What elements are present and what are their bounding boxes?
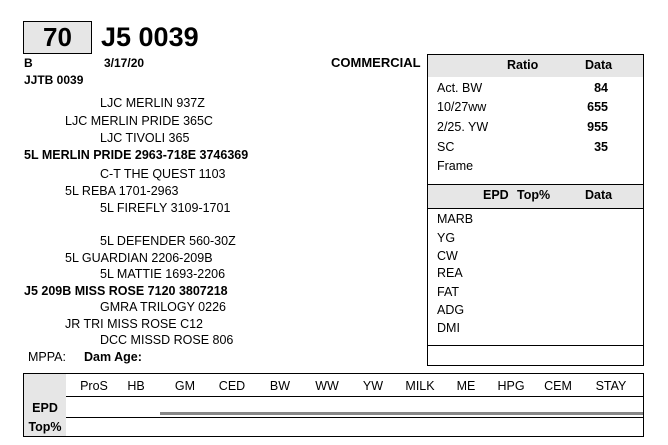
sire-sire: LJC MERLIN PRIDE 365C bbox=[65, 114, 213, 128]
grid-line bbox=[66, 396, 643, 397]
grid-line bbox=[66, 417, 643, 418]
performance-header bbox=[428, 55, 643, 77]
epd-row-label: EPD bbox=[32, 401, 58, 415]
carcass-label: YG bbox=[437, 231, 456, 245]
perf-value: 655 bbox=[587, 100, 608, 114]
perf-label: SC bbox=[437, 140, 455, 154]
ratio-header: Ratio bbox=[507, 58, 539, 72]
performance-panel bbox=[427, 54, 644, 366]
dam-dam-dam: DCC MISSD ROSE 806 bbox=[100, 333, 234, 347]
col-header: CEM bbox=[544, 379, 572, 393]
col-header: STAY bbox=[595, 379, 627, 393]
carcass-data-header: Data bbox=[585, 188, 613, 202]
sire-dam-sire: C-T THE QUEST 1103 bbox=[100, 167, 226, 181]
epd-table-header bbox=[66, 374, 643, 396]
dam-dam: JR TRI MISS ROSE C12 bbox=[65, 317, 203, 331]
col-header: HB bbox=[127, 379, 145, 393]
dam: J5 209B MISS ROSE 7120 3807218 bbox=[24, 284, 228, 298]
carcass-label: ADG bbox=[437, 303, 465, 317]
tag-number: J5 0039 bbox=[101, 22, 199, 52]
perf-value: 84 bbox=[594, 81, 608, 95]
birth-date: 3/17/20 bbox=[104, 56, 145, 70]
col-header: BW bbox=[269, 379, 291, 393]
perf-value: 35 bbox=[594, 140, 608, 154]
sex: B bbox=[24, 56, 33, 70]
col-header: HPG bbox=[497, 379, 525, 393]
carcass-label: CW bbox=[437, 249, 458, 263]
dam-age-label: Dam Age: bbox=[84, 350, 142, 364]
dam-dam-sire: GMRA TRILOGY 0226 bbox=[100, 300, 226, 314]
top-percent-row-label: Top% bbox=[28, 420, 62, 434]
performance-section bbox=[428, 55, 643, 185]
col-header: MILK bbox=[405, 379, 435, 393]
mppa-label: MPPA: bbox=[28, 350, 66, 364]
dam-sire: 5L GUARDIAN 2206-209B bbox=[65, 251, 213, 265]
sire-sire-sire: LJC MERLIN 937Z bbox=[100, 96, 205, 110]
top-percent-header: Top% bbox=[517, 188, 551, 202]
carcass-label: REA bbox=[437, 266, 463, 280]
carcass-label: DMI bbox=[437, 321, 460, 335]
data-header: Data bbox=[585, 58, 613, 72]
perf-label: Act. BW bbox=[437, 81, 483, 95]
registration-id: JJTB 0039 bbox=[24, 73, 84, 87]
dam-sire-sire: 5L DEFENDER 560-30Z bbox=[100, 234, 236, 248]
sire: 5L MERLIN PRIDE 2963-718E 3746369 bbox=[24, 148, 249, 162]
lot-number: 70 bbox=[23, 21, 92, 54]
epd-table bbox=[23, 373, 644, 437]
col-header: YW bbox=[362, 379, 384, 393]
col-header: ME bbox=[456, 379, 476, 393]
col-header: ProS bbox=[80, 379, 108, 393]
grid-line bbox=[160, 412, 643, 415]
carcass-label: MARB bbox=[437, 212, 474, 226]
col-header: WW bbox=[315, 379, 339, 393]
carcass-header bbox=[428, 185, 643, 209]
panel-divider bbox=[428, 345, 643, 346]
sire-sire-dam: LJC TIVOLI 365 bbox=[100, 131, 190, 145]
sire-dam: 5L REBA 1701-2963 bbox=[65, 184, 179, 198]
carcass-label: FAT bbox=[437, 285, 459, 299]
perf-value: 955 bbox=[587, 120, 608, 134]
perf-label: 2/25. YW bbox=[437, 120, 489, 134]
dam-sire-dam: 5L MATTIE 1693-2206 bbox=[100, 267, 226, 281]
category: COMMERCIAL bbox=[331, 55, 421, 70]
perf-label: Frame bbox=[437, 159, 474, 173]
sire-dam-dam: 5L FIREFLY 3109-1701 bbox=[100, 201, 231, 215]
perf-label: 10/27ww bbox=[437, 100, 487, 114]
col-header: CED bbox=[218, 379, 246, 393]
col-header: GM bbox=[174, 379, 196, 393]
epd-header: EPD bbox=[483, 188, 509, 202]
